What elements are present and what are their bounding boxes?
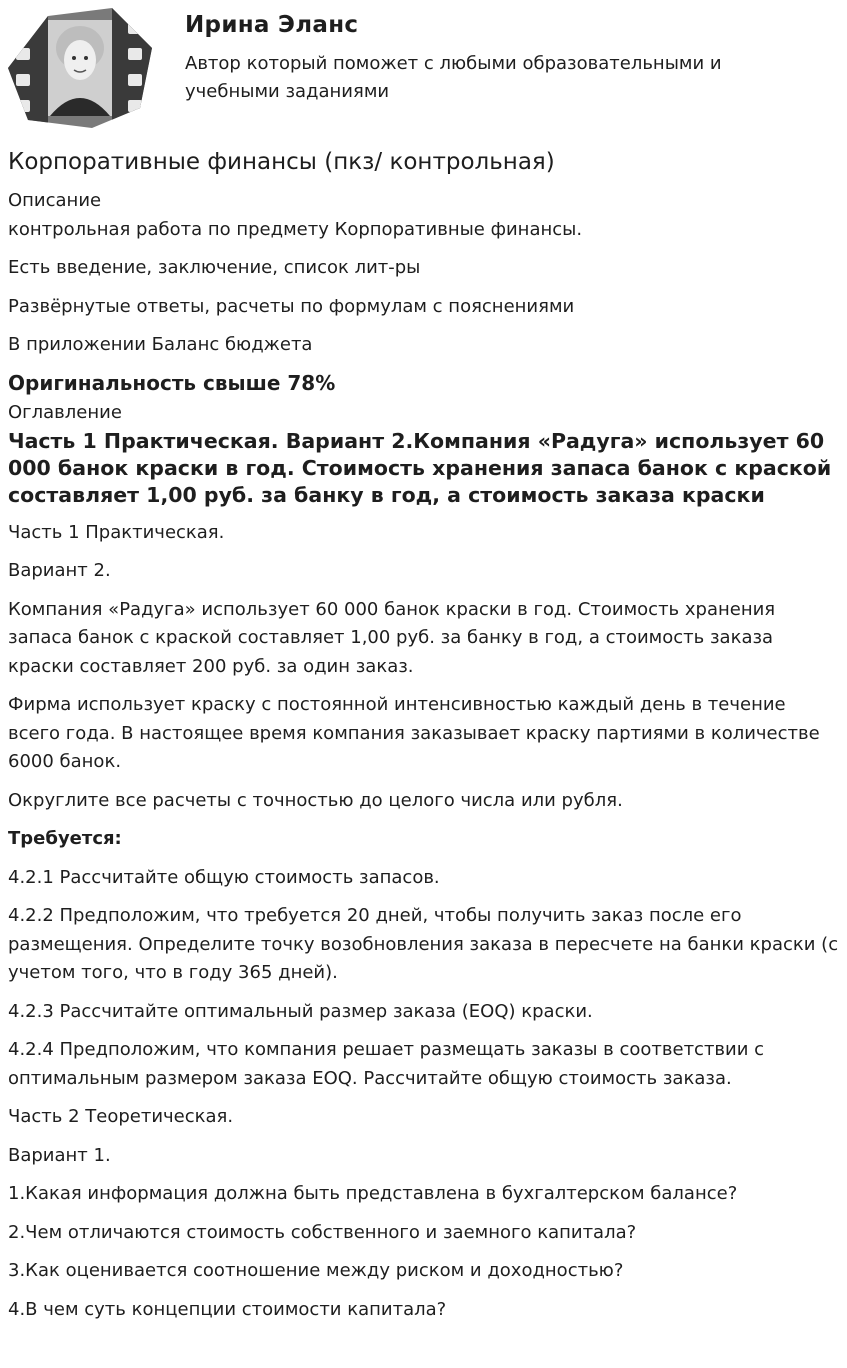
description-line: В приложении Баланс бюджета [8,334,313,355]
toc-title: Часть 1 Практическая. Вариант 2.Компания «Радуга» использует 60 000 банок краски в год. Стоимость хранения запаса банок с краской составляет 1,00 руб. за банку в год, а стоимость заказа краски [8,428,832,507]
description-line: контрольная работа по предмету Корпоративные финансы. [8,218,583,240]
avatar[interactable] [8,8,152,128]
task-item: 4.2.1 Рассчитайте общую стоимость запасов. [8,866,440,888]
question-item: 1.Какая информация должна быть представлена в бухгалтерском балансе? [8,1183,738,1204]
question-item: 2.Чем отличаются стоимость собственного и заемного капитала? [8,1221,637,1243]
task-item: 4.2.3 Рассчитайте оптимальный размер заказа (EOQ) краски. [8,1000,593,1022]
body-paragraph: Округлите все расчеты с точностью до целого числа или рубля. [8,789,623,811]
question-item: 4.В чем суть концепции стоимости капитала? [8,1298,447,1320]
author-name[interactable]: Ирина Эланс [185,12,359,38]
author-description: Автор который поможет с любыми образовательными и учебными заданиями [185,53,722,102]
body-paragraph: Компания «Радуга» использует 60 000 банок краски в год. Стоимость хранения запаса банок с краской составляет 1,00 руб. за банку в год, а стоимость заказа краски составляет 200 руб. за один заказ. [8,598,776,677]
work-title: Корпоративные финансы (пкз/ контрольная) [8,149,555,175]
body-paragraph: Часть 1 Практическая. [8,521,225,543]
question-item: 3.Как оценивается соотношение между риском и доходностью? [8,1260,624,1281]
task-item: 4.2.2 Предположим, что требуется 20 дней, чтобы получить заказ после его размещения. Определите точку возобновления заказа в пересчете на банки краски (с учетом того, что в году 365 дней). [8,905,839,983]
task-item: 4.2.4 Предположим, что компания решает размещать заказы в соответствии с оптимальным размером заказа EOQ. Рассчитайте общую стоимость заказа. [8,1039,765,1089]
required-heading [8,825,839,854]
body-paragraph: Часть 2 Теоретическая. [8,1106,234,1127]
description-line: Развёрнутые ответы, расчеты по формулам с пояснениями [8,295,575,317]
work-content [8,145,839,1324]
description-line: Есть введение, заключение, список лит-ры [8,257,421,278]
description-label: Описание [8,190,102,211]
originality-note: Оригинальность свыше 78% [8,370,336,395]
body-paragraph: Фирма использует краску с постоянной интенсивностью каждый день в течение всего года. В настоящее время компания заказывает краску партиями в количестве 6000 банок. [8,694,820,772]
required-label: Требуется: [8,828,122,849]
body-paragraph: Вариант 1. [8,1144,111,1166]
toc-label: Оглавление [8,401,122,423]
author-header [8,8,839,128]
body-paragraph: Вариант 2. [8,560,111,581]
